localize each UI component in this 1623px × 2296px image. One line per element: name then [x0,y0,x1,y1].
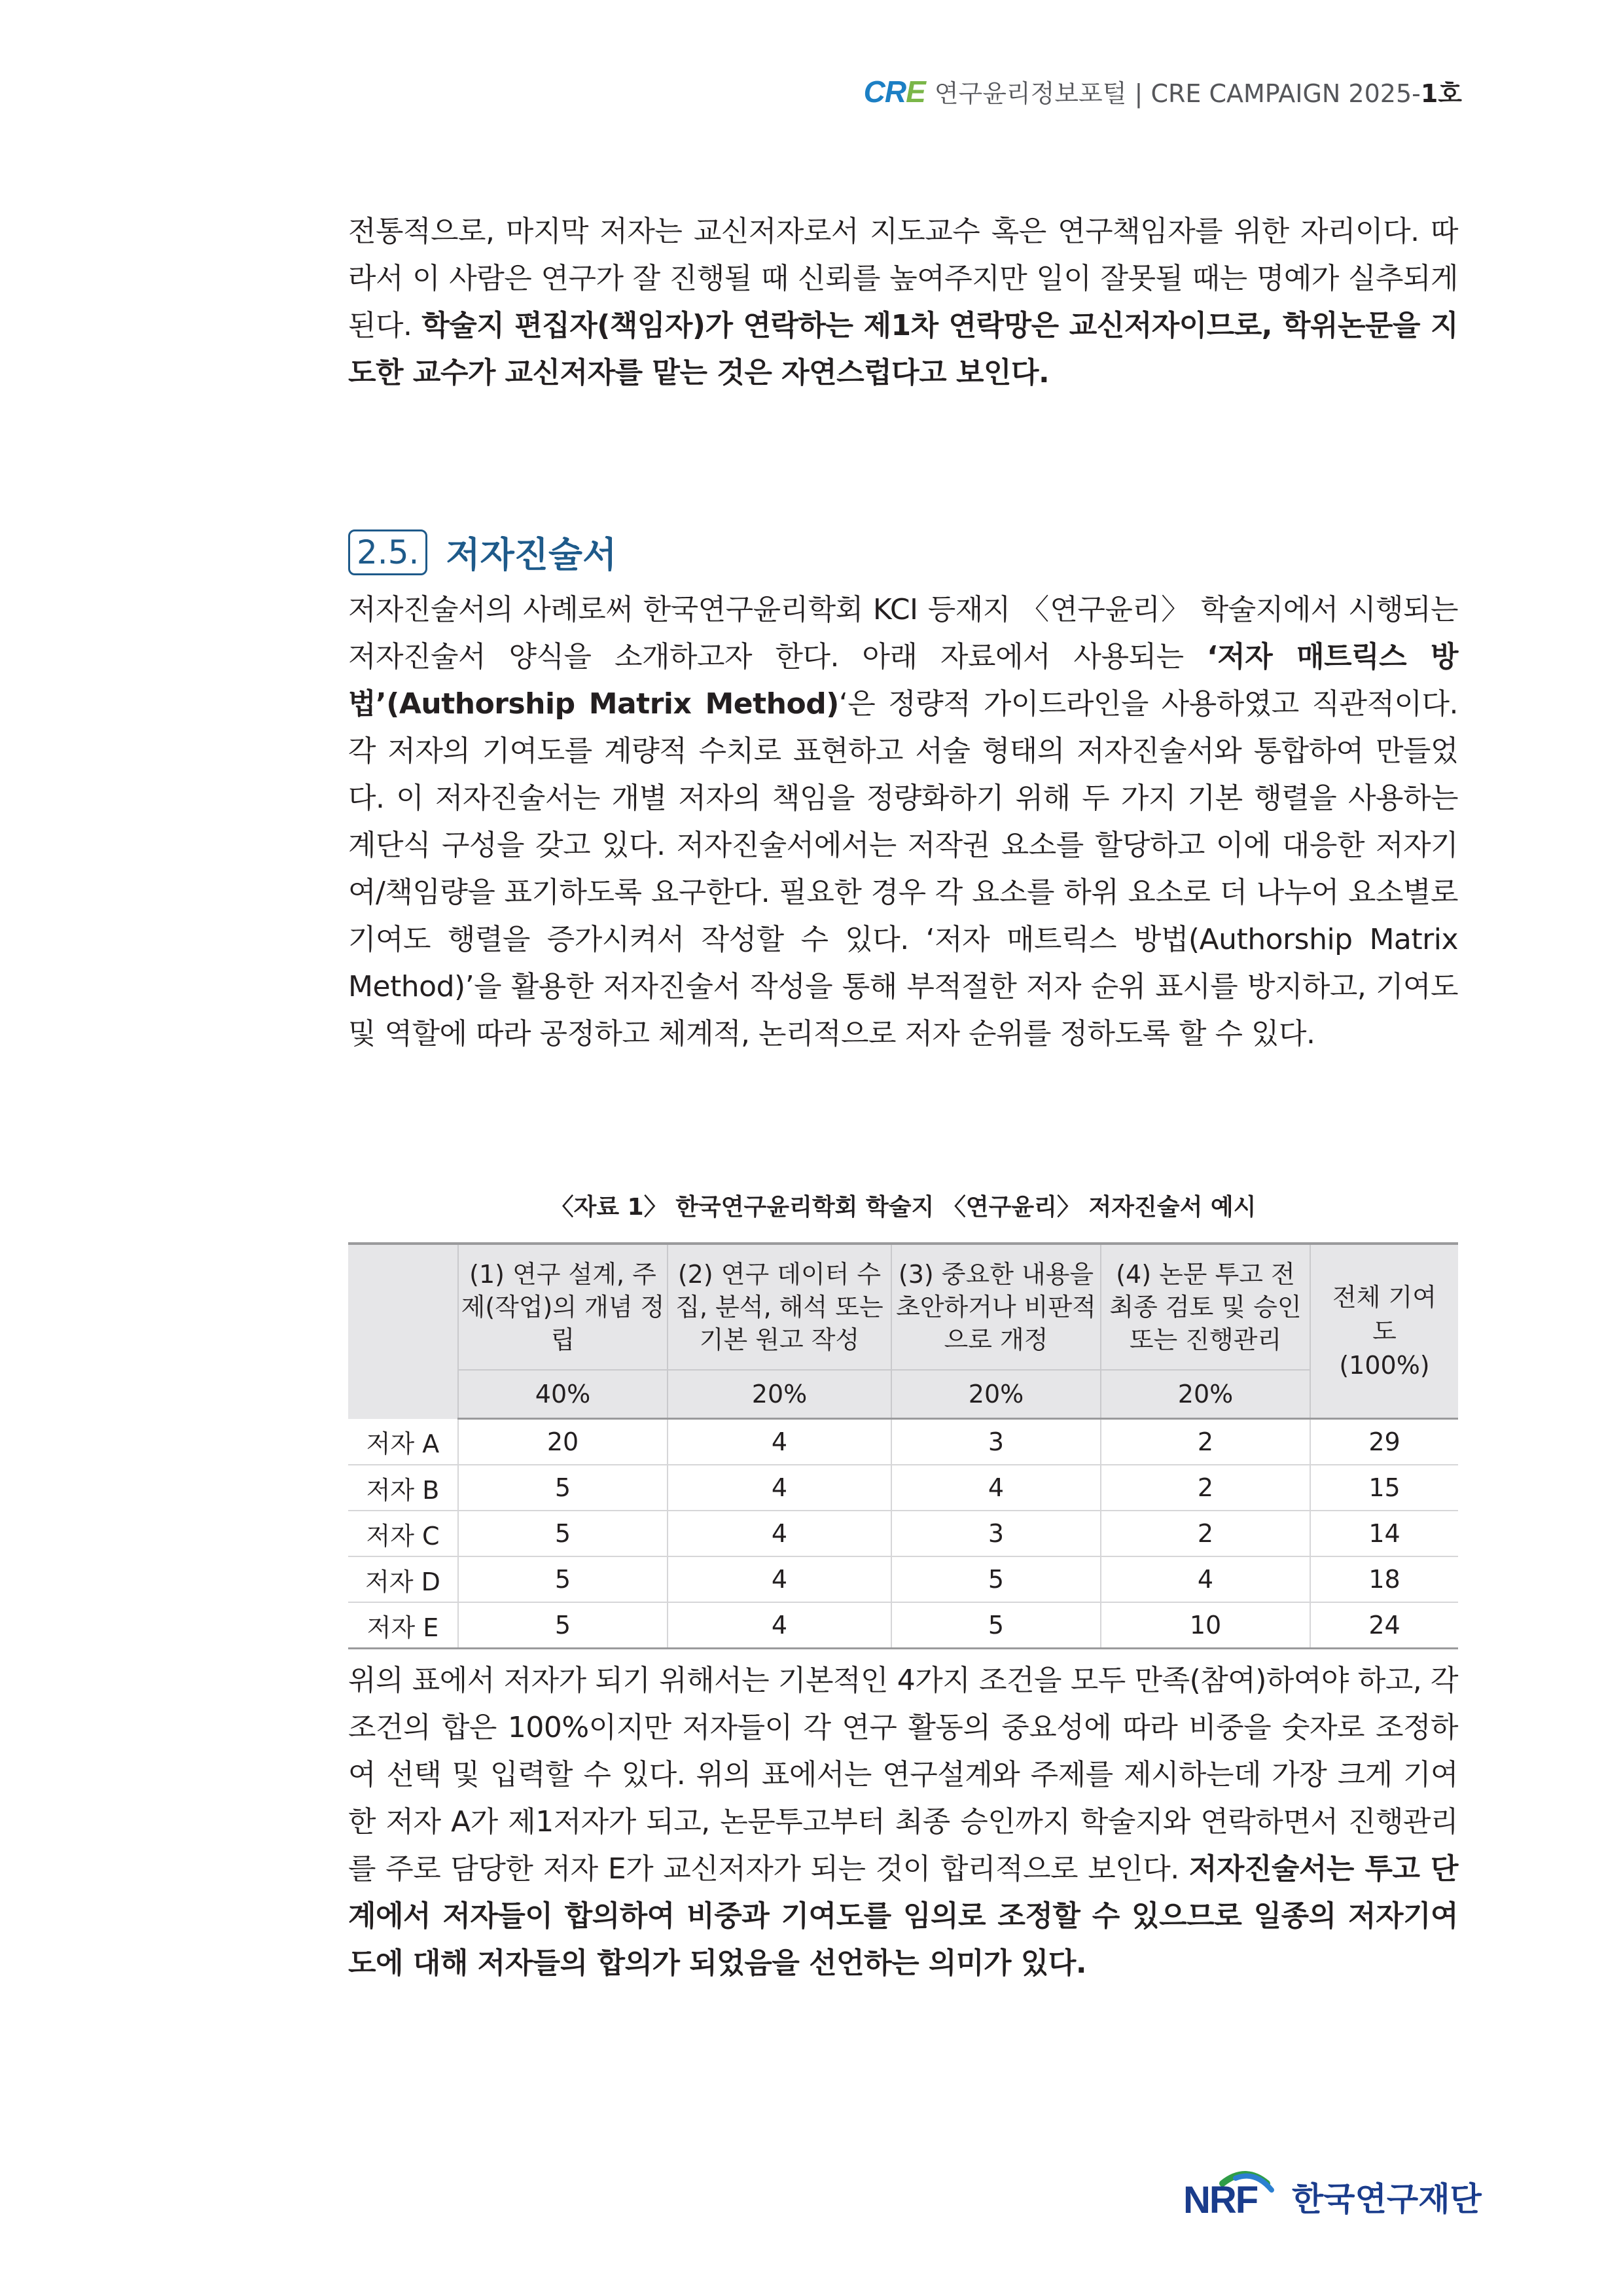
value-cell: 20 [458,1419,668,1465]
org-name: 한국연구재단 [1292,2180,1482,2218]
header-issue: 1호 [1420,79,1462,108]
table-caption: 〈자료 1〉 한국연구윤리학회 학술지 〈연구윤리〉 저자진술서 예시 [550,1194,1257,1221]
conclusion-paragraph [348,1657,1458,1987]
table-row [348,1511,1458,1556]
body-text-1: 저자진술서의 사례로써 한국연구윤리학회 KCI 등재지 〈연구윤리〉 학술지에서 시행되는 저자진술서 양식을 소개하고자 한다. 아래 자료에서 사용되는 [348,593,1458,673]
value-cell: 2 [1101,1511,1310,1556]
table-row [348,1602,1458,1649]
total-cell: 29 [1310,1419,1458,1465]
value-cell: 5 [458,1511,668,1556]
value-cell: 5 [891,1602,1101,1649]
value-cell: 4 [668,1511,891,1556]
total-header: 전체 기여도 (100%) [1310,1244,1458,1419]
criterion-header-4: (4) 논문 투고 전 최종 검토 및 승인 또는 진행관리 [1101,1244,1310,1370]
section-title: 저자진술서 [446,534,617,575]
criterion-header-3: (3) 중요한 내용을 초안하거나 비판적으로 개정 [891,1244,1101,1370]
value-cell: 3 [891,1419,1101,1465]
value-cell: 4 [668,1419,891,1465]
corner-header-cell [348,1244,458,1419]
value-cell: 5 [891,1556,1101,1602]
criterion-header-1: (1) 연구 설계, 주제(작업)의 개념 정립 [458,1244,668,1370]
author-cell: 저자 A [348,1419,458,1465]
intro-paragraph [348,208,1458,397]
body-text-2: ‘은 정량적 가이드라인을 사용하였고 직관적이다. 각 저자의 기여도를 계량적 수치로 표현하고 서술 형태의 저자진술서와 통합하여 만들었다. 이 저자진술서는 개별 저자의 책임을 정량화하기 위해 두 가지 기본 행렬을 사용하는 계단식 구성을 갖고 있다. 저자진술서에서는 저작권 요소를 할당하고 이에 대응한 저자기여/책임량을 표기하도록 요구한다. 필요한 경우 각 요소를 하위 요소로 더 나누어 요소별로 기여도 행렬을 증가시켜서 작성할 수 있다. ‘저자 매트릭스 방법(Authorship Matrix Method)’을 활용한 저자진술서 작성을 통해 부적절한 저자 순위 표시를 방지하고, 기여도 및 역할에 따라 공정하고 체계적, 논리적으로 저자 순위를 정하도록 할 수 있다. [348,687,1458,1050]
page-header [864,73,1462,109]
total-cell: 14 [1310,1511,1458,1556]
value-cell: 5 [458,1465,668,1511]
section-number: 2.5. [348,529,427,575]
table-row [348,1556,1458,1602]
body-paragraph [348,586,1458,1058]
value-cell: 3 [891,1511,1101,1556]
value-cell: 10 [1101,1602,1310,1649]
weight-cell-4: 20% [1101,1370,1310,1419]
value-cell: 4 [1101,1556,1310,1602]
weight-cell-3: 20% [891,1370,1101,1419]
value-cell: 4 [668,1556,891,1602]
conclusion-bold-text: 저자진술서는 투고 단계에서 저자들이 합의하여 비중과 기여도를 임의로 조정할 수 있으므로 일종의 저자기여도에 대해 저자들의 합의가 되었음을 선언하는 의미가 있다. [348,1852,1458,1980]
weight-cell-2: 20% [668,1370,891,1419]
weight-cell-1: 40% [458,1370,668,1419]
value-cell: 4 [668,1602,891,1649]
author-cell: 저자 C [348,1511,458,1556]
cre-logo: CRE [863,74,925,109]
nrf-logo [1183,2170,1482,2223]
total-cell: 15 [1310,1465,1458,1511]
value-cell: 5 [458,1602,668,1649]
value-cell: 2 [1101,1465,1310,1511]
value-cell: 4 [891,1465,1101,1511]
header-portal-text: 연구윤리정보포털 | CRE CAMPAIGN 2025- [934,79,1421,108]
conclusion-text: 위의 표에서 저자가 되기 위해서는 기본적인 4가지 조건을 모두 만족(참여)하여야 하고, 각 조건의 합은 100%이지만 저자들이 각 연구 활동의 중요성에 따라 비중을 숫자로 조정하여 선택 및 입력할 수 있다. 위의 표에서는 연구설계와 주제를 제시하는데 가장 크게 기여한 저자 A가 제1저자가 되고, 논문투고부터 최종 승인까지 학술지와 연락하면서 진행관리를 주로 담당한 저자 E가 교신저자가 되는 것이 합리적으로 보인다. [348,1664,1458,1886]
criterion-header-2: (2) 연구 데이터 수집, 분석, 해석 또는 기본 원고 작성 [668,1244,891,1370]
section-heading [348,527,616,577]
value-cell: 4 [668,1465,891,1511]
author-cell: 저자 D [348,1556,458,1602]
value-cell: 2 [1101,1419,1310,1465]
nrf-emblem-icon [1183,2170,1288,2223]
value-cell: 5 [458,1556,668,1602]
table-row [348,1419,1458,1465]
author-cell: 저자 B [348,1465,458,1511]
nrf-logo-text: NRF [1183,2179,1258,2221]
body-bold-term: ‘저자 매트릭스 방법’(Authorship Matrix Method) [348,640,1458,721]
intro-text: 전통적으로, 마지막 저자는 교신저자로서 지도교수 혹은 연구책임자를 위한 자리이다. 따라서 이 사람은 연구가 잘 진행될 때 신뢰를 높여주지만 일이 잘못될 때는 명예가 실추되게 된다. [348,215,1458,342]
intro-bold-text: 학술지 편집자(책임자)가 연락하는 제1차 연락망은 교신저자이므로, 학위논문을 지도한 교수가 교신저자를 맡는 것은 자연스럽다고 보인다. [348,309,1459,389]
table-row [348,1465,1458,1511]
authorship-matrix-table [348,1242,1458,1649]
author-cell: 저자 E [348,1602,458,1649]
total-cell: 18 [1310,1556,1458,1602]
total-cell: 24 [1310,1602,1458,1649]
